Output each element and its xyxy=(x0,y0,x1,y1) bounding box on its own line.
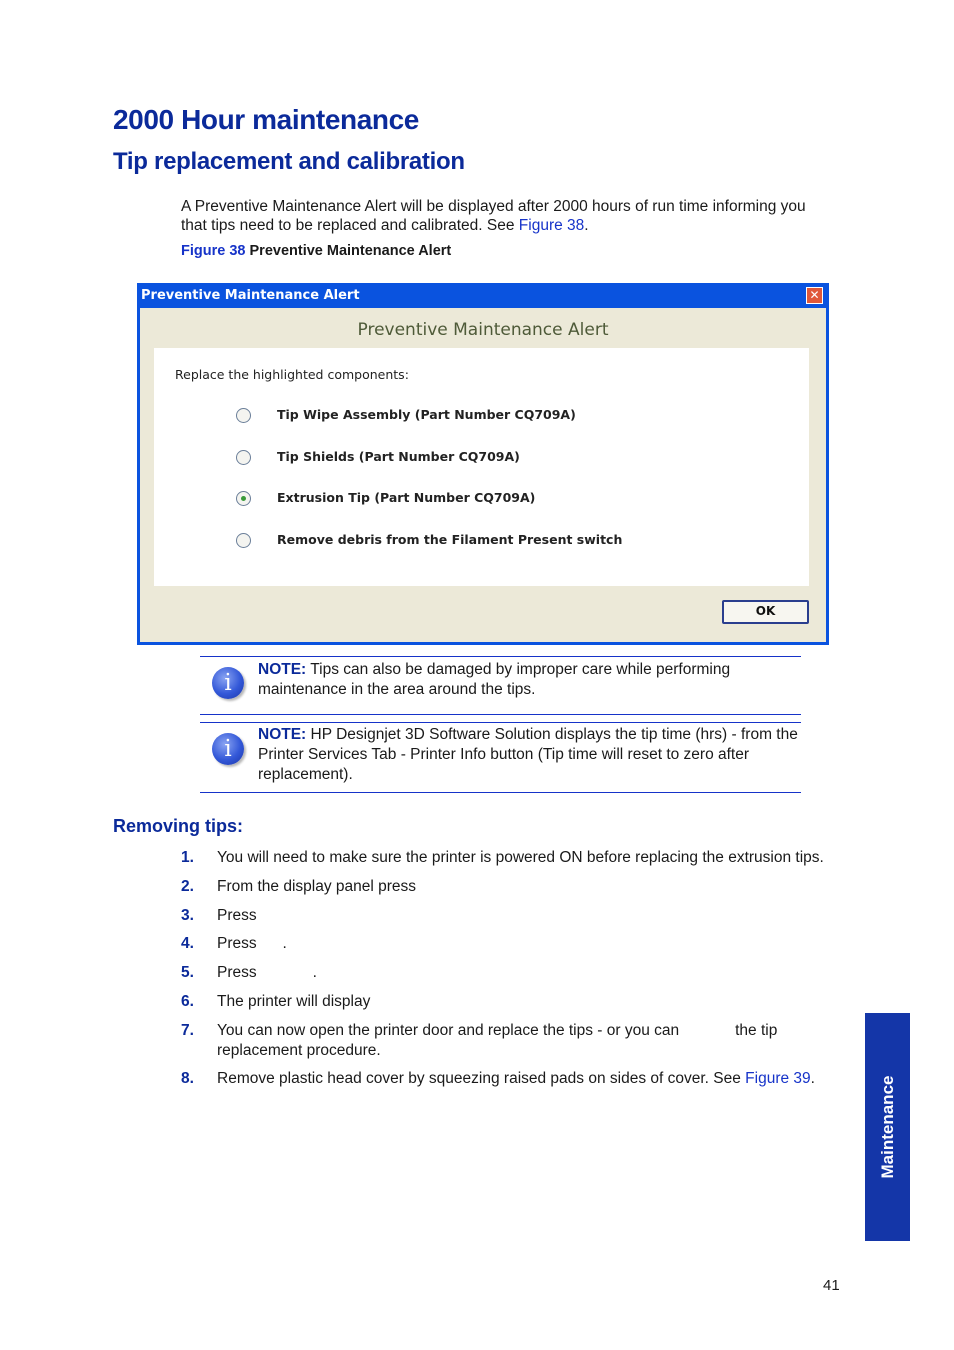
step-text: You can now open the printer door and replace the tips - or you can the tip xyxy=(217,1022,778,1039)
intro-paragraph xyxy=(181,197,831,235)
dialog-prompt: Replace the highlighted components: xyxy=(175,367,409,382)
radio-button-selected[interactable] xyxy=(236,491,251,506)
figure-38-link[interactable]: Figure 38 xyxy=(518,217,585,234)
info-icon: i xyxy=(212,667,244,699)
step-number: 7. xyxy=(181,1022,194,1039)
ok-button[interactable]: OK xyxy=(722,600,809,624)
note-box xyxy=(200,722,801,793)
step-number: 3. xyxy=(181,907,194,924)
figure-number: Figure 38 xyxy=(181,243,246,259)
step-text xyxy=(217,1069,815,1089)
page-heading: 2000 Hour maintenance xyxy=(113,104,419,135)
option-label: Remove debris from the Filament Present switch xyxy=(277,532,623,547)
option-label: Extrusion Tip (Part Number CQ709A) xyxy=(277,490,536,505)
step-number: 5. xyxy=(181,964,194,981)
step-text-part: Remove plastic head cover by squeezing raised pads on sides of cover. See xyxy=(217,1070,746,1087)
note-label: NOTE: xyxy=(258,726,307,743)
dialog-heading: Preventive Maintenance Alert xyxy=(357,320,609,340)
step-number: 8. xyxy=(181,1070,194,1087)
info-icon: i xyxy=(212,733,244,765)
intro-text-end: . xyxy=(584,217,589,234)
step-text: Press . xyxy=(217,935,287,952)
maintenance-alert-dialog xyxy=(137,283,829,645)
figure-39-link[interactable]: Figure 39 xyxy=(745,1070,811,1087)
radio-button[interactable] xyxy=(236,533,251,548)
step-number: 1. xyxy=(181,849,194,866)
option-label: Tip Wipe Assembly (Part Number CQ709A) xyxy=(277,407,576,422)
note-text xyxy=(258,725,798,785)
dialog-title: Preventive Maintenance Alert xyxy=(141,288,360,303)
step-text-end: . xyxy=(810,1070,815,1087)
side-tab-label: Maintenance xyxy=(877,1075,897,1179)
radio-button[interactable] xyxy=(236,450,251,465)
section-heading: Tip replacement and calibration xyxy=(113,148,465,175)
note-body: HP Designjet 3D Software Solution displays the tip time (hrs) - from the Printer Services Tab - Printer Info button (Tip time will reset to zero after replacement). xyxy=(258,726,798,783)
figure-title: Preventive Maintenance Alert xyxy=(249,243,452,259)
step-text: From the display panel press xyxy=(217,878,417,895)
close-icon[interactable]: ✕ xyxy=(806,287,823,304)
note-label: NOTE: xyxy=(258,661,307,678)
step-number: 2. xyxy=(181,878,194,895)
dialog-body xyxy=(140,308,826,642)
note-text xyxy=(258,660,798,700)
side-tab xyxy=(865,1013,910,1241)
step-text: You will need to make sure the printer is powered ON before replacing the extrusion tips. xyxy=(217,849,824,866)
step-number: 6. xyxy=(181,993,194,1010)
intro-text: A Preventive Maintenance Alert will be displayed after 2000 hours of run time informing you that tips need to be replaced and calibrated. See xyxy=(181,198,806,234)
step-text: The printer will display xyxy=(217,993,371,1010)
note-body: Tips can also be damaged by improper care while performing maintenance in the area around the tips. xyxy=(258,661,731,698)
components-panel xyxy=(154,348,809,586)
radio-button[interactable] xyxy=(236,408,251,423)
removing-tips-heading: Removing tips: xyxy=(113,816,244,836)
step-text: Press xyxy=(217,907,257,924)
step-text-continued: replacement procedure. xyxy=(217,1042,381,1059)
step-text: Press . xyxy=(217,964,317,981)
note-box xyxy=(200,656,801,715)
option-label: Tip Shields (Part Number CQ709A) xyxy=(277,449,520,464)
page-number: 41 xyxy=(823,1277,840,1294)
figure-caption xyxy=(181,243,451,259)
step-number: 4. xyxy=(181,935,194,952)
